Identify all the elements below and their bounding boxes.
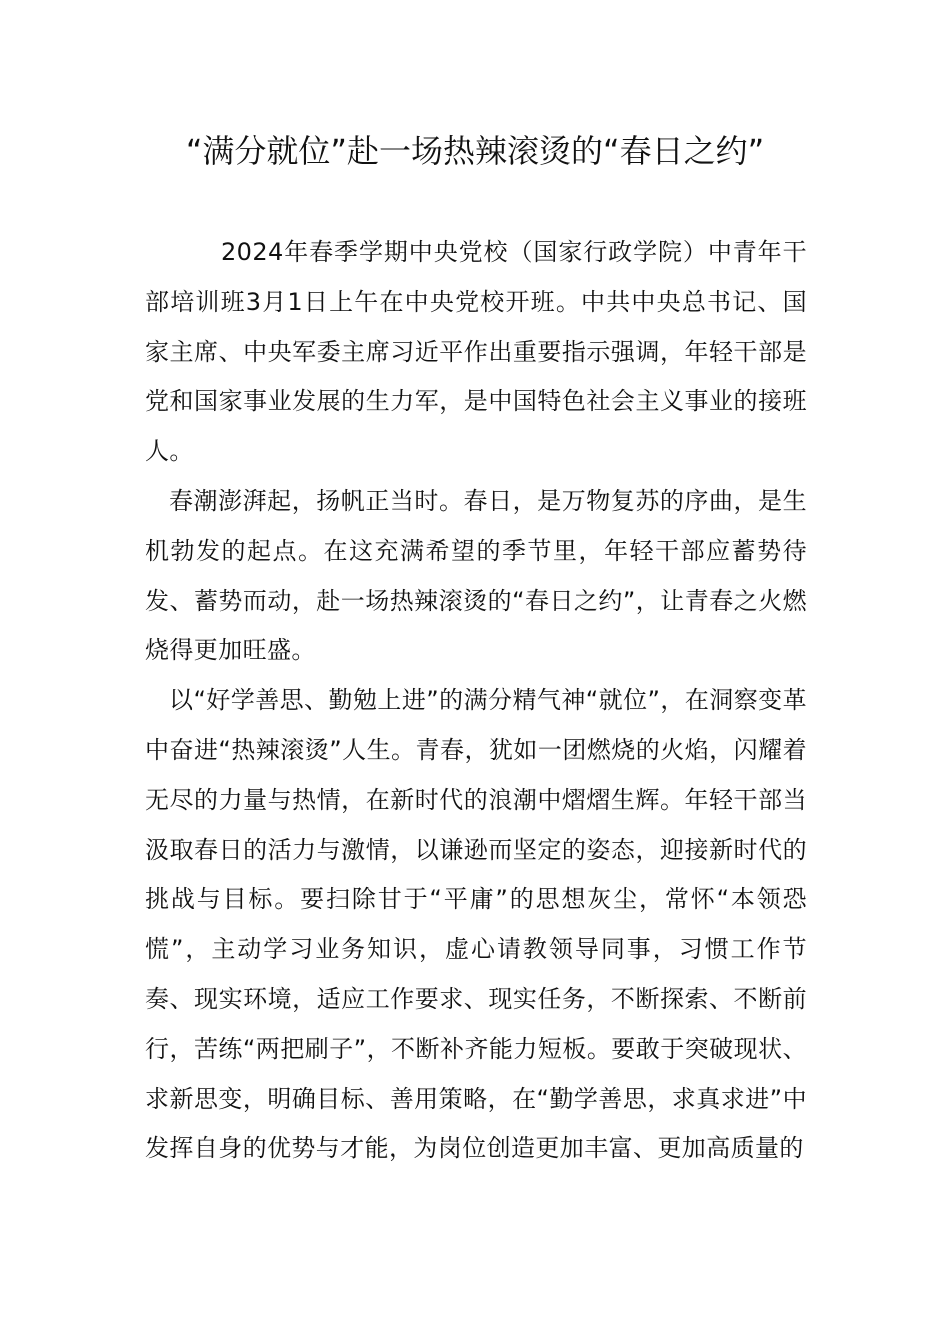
document-body bbox=[145, 228, 807, 1174]
document-title: “满分就位”赴一场热辣滚烫的“春日之约” bbox=[185, 132, 765, 170]
paragraph-1: 2024年春季学期中央党校（国家行政学院）中青年干部培训班3月1日上午在中央党校开班。中共中央总书记、国家主席、中央军委主席习近平作出重要指示强调，年轻干部是党和国家事业发展的生力军，是中国特色社会主义事业的接班人。 bbox=[145, 238, 807, 466]
paragraph-2: 春潮澎湃起，扬帆正当时。春日，是万物复苏的序曲，是生机勃发的起点。在这充满希望的季节里，年轻干部应蓄势待发、蓄势而动，赴一场热辣滚烫的“春日之约”，让青春之火燃烧得更加旺盛。 bbox=[145, 486, 807, 665]
paragraph-3: 以“好学善思、勤勉上进”的满分精气神“就位”，在洞察变革中奋进“热辣滚烫”人生。青春，犹如一团燃烧的火焰，闪耀着无尽的力量与热情，在新时代的浪潮中熠熠生辉。年轻干部当汲取春日的活力与激情，以谦逊而坚定的姿态，迎接新时代的挑战与目标。要扫除甘于“平庸”的思想灰尘，常怀“本领恐慌”，主动学习业务知识，虚心请教领导同事，习惯工作节奏、现实环境，适应工作要求、现实任务，不断探索、不断前行，苦练“两把刷子”，不断补齐能力短板。要敢于突破现状、求新思变，明确目标、善用策略，在“勤学善思，求真求进”中发挥自身的优势与才能，为岗位创造更加丰富、更加高质量的 bbox=[145, 686, 807, 1163]
